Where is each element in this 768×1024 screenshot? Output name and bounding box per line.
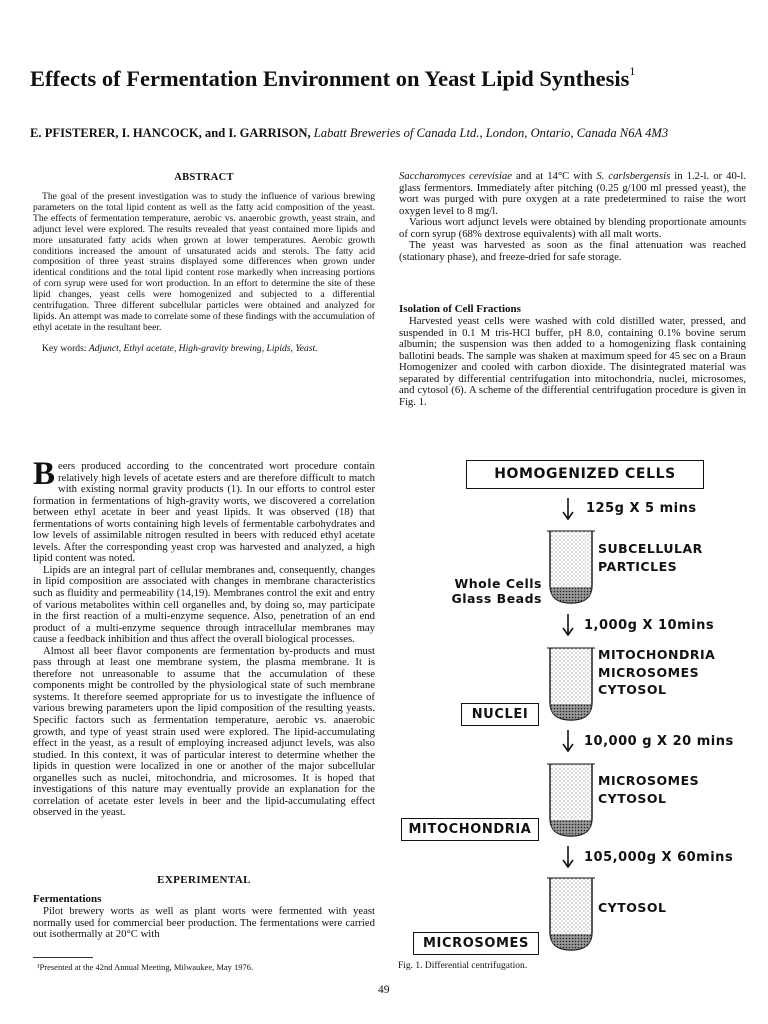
isolation-heading: Isolation of Cell Fractions [399,303,521,315]
intro-paragraph-3: Almost all beer flavor components are fermentation by-products and must pass through at least one membrane system, the plasma membrane. It is therefore not unreasonable to assume that the accumulation of these components might be controlled by the physiological state of such membrane systems. It therefore seemed appropriate for us to investigate the influence of various brewing parameters upon the lipid composition of the resulting yeasts. Specific factors such as fermentation temperature, aerobic vs. anaerobic growth, and type of yeast strain used were explored. The lipid-accumulating effect in the yeast, as a result of employing increased adjunct levels, was also studied. In this context, it was of particular interest to determine whether the lipids in question were localized in one or another of the major subcellular organelles such as nuclei, mitochondria, and microsomes. It is hoped that investigations of this nature may eventually provide an explanation for the correlation of acetate ester levels in beer and the lipid-accumulating effect observed in the yeast. [33,644,375,819]
step-3-label: 10,000 g X 20 mins [584,734,734,749]
right-paragraph-1: Saccharomyces cerevisiae and at 14°C with S. carlsbergensis in 1.2-l. or 40-l. glass fermentors. Immediately after pitching (0.25 g/100 ml pressed yeast), the wort was purged with pure oxygen at a rate predetermined to raise the wort oxygen level to 8 mg/l. [399,170,746,217]
drop-cap: B [33,456,56,492]
arrow-down-icon [562,730,574,752]
abstract-heading: ABSTRACT [174,172,234,183]
mitochondria-box: MITOCHONDRIA [401,818,539,841]
whole-cells-label: Whole Cells Glass Beads [451,576,542,606]
arrow-down-icon [562,498,574,520]
footnote-rule [33,957,93,958]
page-number: 49 [378,984,390,996]
experimental-heading: EXPERIMENTAL [157,874,251,886]
tube-4-label: CYTOSOL [598,900,667,915]
intro-paragraph-1: Beers produced according to the concentrated wort procedure contain relatively high levels of acetate esters and are therefore difficult to match with existing normal gravity products (1). In our efforts to control ester formation in fermentations of high-gravity worts, we discovered a correlation between ethyl acetate in beer and yeast lipids. It was observed (18) that fermentations of worts containing high levels of fermentable carbohydrates and low levels of assimilable nitrogen resulted in beers with reduced ethyl acetate levels. After the corresponding yeast crop was harvested and analyzed, a high lipid content was noted. [33,456,375,565]
nuclei-box: NUCLEI [461,703,539,726]
right-paragraph-2: Various wort adjunct levels were obtained by blending proportionate amounts of corn syrup (68% dextrose equivalents) with all malt worts. [399,216,746,240]
centrifuge-tube-1 [547,527,595,605]
author-affiliation: Labatt Breweries of Canada Ltd., London, Ontario, Canada N6A 4M3 [313,126,669,140]
isolation-text: Harvested yeast cells were washed with cold distilled water, pressed, and suspended in 0.1 M tris-HCl buffer, pH 8.0, containing 0.1% bovine serum albumin; the suspension was then added to a homogenizing flask containing ballotini beads. The sample was shaken at maximum speed for 45 sec on a Braun Homogenizer and cooled with carbon dioxide. The disintegrated material was separated by differential centrifugation into mitochondria, nuclei, microsomes, and cytosol (6). A scheme of the differential centrifugation procedure is given in Fig. 1. [399,315,746,408]
figure-caption: Fig. 1. Differential centrifugation. [398,961,528,971]
fermentations-text: Pilot brewery worts as well as plant worts were fermented with yeast normally used for commercial beer production. The fermentations were carried out isothermally at 20°C with [33,905,375,941]
keywords: Key words: Adjunct, Ethyl acetate, High-gravity brewing, Lipids, Yeast. [42,343,318,354]
footnote: ¹Presented at the 42nd Annual Meeting, Milwaukee, May 1976. [37,962,254,972]
tube-2-labels: MITOCHONDRIA MICROSOMES CYTOSOL [598,647,716,697]
tube-3-labels: MICROSOMES CYTOSOL [598,773,700,806]
step-4-label: 105,000g X 60mins [584,850,734,865]
step-1-label: 125g X 5 mins [586,501,697,516]
introduction [33,456,375,819]
subcellular-label: SUBCELLULAR PARTICLES [598,541,703,574]
centrifuge-tube-2 [547,644,595,722]
right-column-text [399,171,746,263]
abstract-text: The goal of the present investigation was to study the influence of various brewing parameters on the total lipid content as well as the fatty acid composition of the yeast. The effects of fermentation temperature, aerobic vs. anaerobic growth, yeast strain, and adjunct level were explored. The results revealed that yeast contained more lipids and more unsaturated fatty acids when grown at lower temperatures. Aerobic growth conditions increased the amount of unsaturated acids and sterols. The fatty acid composition of three yeast strains displayed some differences when grown under identical conditions and the total lipid content rose markedly when increasing portions of corn syrup were used for wort production. In an effort to determine the site of these lipid changes, yeast cells were homogenized and subjected to a differential centrifugation. Three different subcellular particles were obtained and analyzed for lipids. An attempt was made to correlate some of these findings with the accumulation of ethyl acetate in the resultant beer. [33,191,375,333]
author-names: E. PFISTERER, I. HANCOCK, and I. GARRISON, [30,126,311,140]
title-footnote-mark: 1 [629,64,636,78]
fermentations-heading: Fermentations [33,893,102,905]
step-2-label: 1,000g X 10mins [584,618,715,633]
homogenized-cells-box: HOMOGENIZED CELLS [466,460,704,489]
centrifuge-tube-3 [547,760,595,838]
centrifuge-tube-4 [547,874,595,952]
right-paragraph-3: The yeast was harvested as soon as the final attenuation was reached (stationary phase), and freeze-dried for safe storage. [399,239,746,263]
arrow-down-icon [562,846,574,868]
microsomes-box: MICROSOMES [413,932,539,955]
intro-paragraph-2: Lipids are an integral part of cellular membranes and, consequently, changes in lipid composition are associated with changes in membrane characteristics such as fluidity and permeability (14,19). Membranes control the exit and entry of various metabolites within cell organelles and, by doing so, may participate in the first reaction of a multi-enzyme sequence. Also, penetration of an end product of a multi-enzyme sequence through intracellular membranes may cause a feedback inhibition and thus affect the overall biological processes. [33,563,375,646]
paper-title: Effects of Fermentation Environment on Yeast Lipid Synthesis$^1$ [30,64,636,91]
author-line [30,126,742,141]
arrow-down-icon [562,614,574,636]
